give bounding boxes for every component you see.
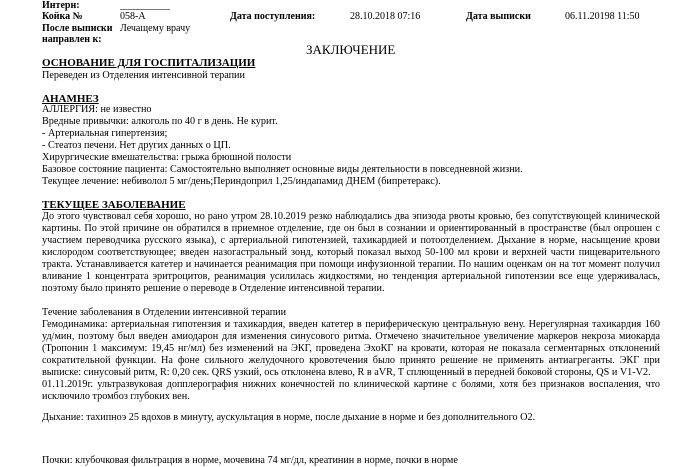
anamnesis-heading: АНАМНЕЗ (42, 93, 99, 105)
kidneys-line: Почки: клубочковая фильтрация в норме, мочевина 74 мг/дл, креатинин в норме, почки в норме (42, 455, 458, 466)
doctor-value: __________ (120, 0, 170, 11)
basis-text: Переведен из Отделения интенсивной терапии (42, 70, 245, 81)
sent-value: Лечащему врачу (120, 23, 191, 34)
discharge-value: 06.11.20198 11:50 (565, 11, 640, 22)
room-value: 058-А (120, 11, 146, 22)
document-title: ЗАКЛЮЧЕНИЕ (306, 42, 396, 57)
course-title: Течение заболевания в Отделении интенсивной терапии (42, 307, 287, 318)
admitted-label: Дата поступления: (230, 11, 316, 22)
anamnesis-line: Текущее лечение: небиволол 5 мг/день;Периндоприл 1,25/индапамид ДНЕМ (бипретеракс). (42, 176, 441, 187)
doctor-label: Интерн: (42, 0, 80, 11)
basis-heading: ОСНОВАНИЕ ДЛЯ ГОСПИТАЛИЗАЦИИ (42, 57, 256, 69)
anamnesis-line: Хирургические вмешательства: грыжа брюшной полости (42, 152, 292, 163)
sent-label-1: После выписки (42, 23, 113, 34)
anamnesis-line: АЛЛЕРГИЯ: не известно (42, 104, 152, 115)
anamnesis-line: Базовое состояние пациента: Самостоятельно выполняет основные виды деятельности в повседневной жизни. (42, 164, 523, 175)
anamnesis-line: - Артериальная гипертензия; (42, 128, 168, 139)
current-disease-paragraph: До этого чувствовал себя хорошо, но рано утром 28.10.2019 резко наблюдались два эпизода рвоты кровью, без сопутствующей клинической картины. По этой причине он обратился в приемное отделение, где он был в сознании и ориентированный в пространстве (был опрошен с участием переводчика русского языка), с артериальной гипотензией, тахикардией и потоотделением. Дыхание в норме, насыщение крови кислородом соответствующее; введен назогастральный зонд, который показал выход 50-100 мл крови и верхней части пищеварительного тракта. Устанавливается катетер и начинается реанимация при помощи инфузионной терапии. По нашим оценкам он на тот момент получил вливание 1 концентрата эритроцитов, реанимация усилилась жидкостями, но тенденция артериальной гипотензии все еще удерживалась, поэтому было принято решение о переводе в Отделение интенсивной терапии. (42, 211, 660, 295)
room-label: Койка № (42, 11, 83, 22)
admitted-value: 28.10.2018 07:16 (350, 11, 421, 22)
ultrasound-paragraph: 01.11.2019г. ультразвуковая допплерография нижних конечностей по клинической картине с болями, хотя без признаков воспаления, что исключило тромбоз глубоких вен. (42, 379, 660, 403)
course-paragraph: Гемодинамика: артериальная гипотензия и тахикардия, введен катетер в периферическую центральную вену. Нерегулярная тахикардия 160 уд/мин, поэтому был введен амиодарон для изменения синусового ритма. Отмечено значительное увеличение маркеров некроза миокарда (Тропонин 1 максимум: 19,45 нг/мл) без изменений на ЭКГ, проведена ЭхоКГ на кровати, которая не показала сегментарных отклонений сократительной функции. На фоне сильного желудочного кровотечения было принято решение не применять антиагреганты. ЭКГ при выписке: синусовый ритм, R: 0,20 сек. QRS узкий, ось отклонена влево, R в aVR, T сплющенный в передней боковой стороны, QS и V1-V2. (42, 319, 660, 379)
anamnesis-line: Вредные привычки: алкоголь по 40 г в день. Не курит. (42, 116, 278, 127)
current-disease-heading: ТЕКУЩЕЕ ЗАБОЛЕВАНИЕ (42, 199, 186, 211)
anamnesis-line: - Стеатоз печени. Нет других данных о ЦП. (42, 140, 231, 151)
discharge-label: Дата выписки (466, 11, 531, 22)
breathing-line: Дыхание: тахипноэ 25 вдохов в минуту, аускультация в норме, после дыхание в норме и без дополнительного O2. (42, 412, 536, 423)
sent-label-2: направлен к: (42, 34, 102, 45)
